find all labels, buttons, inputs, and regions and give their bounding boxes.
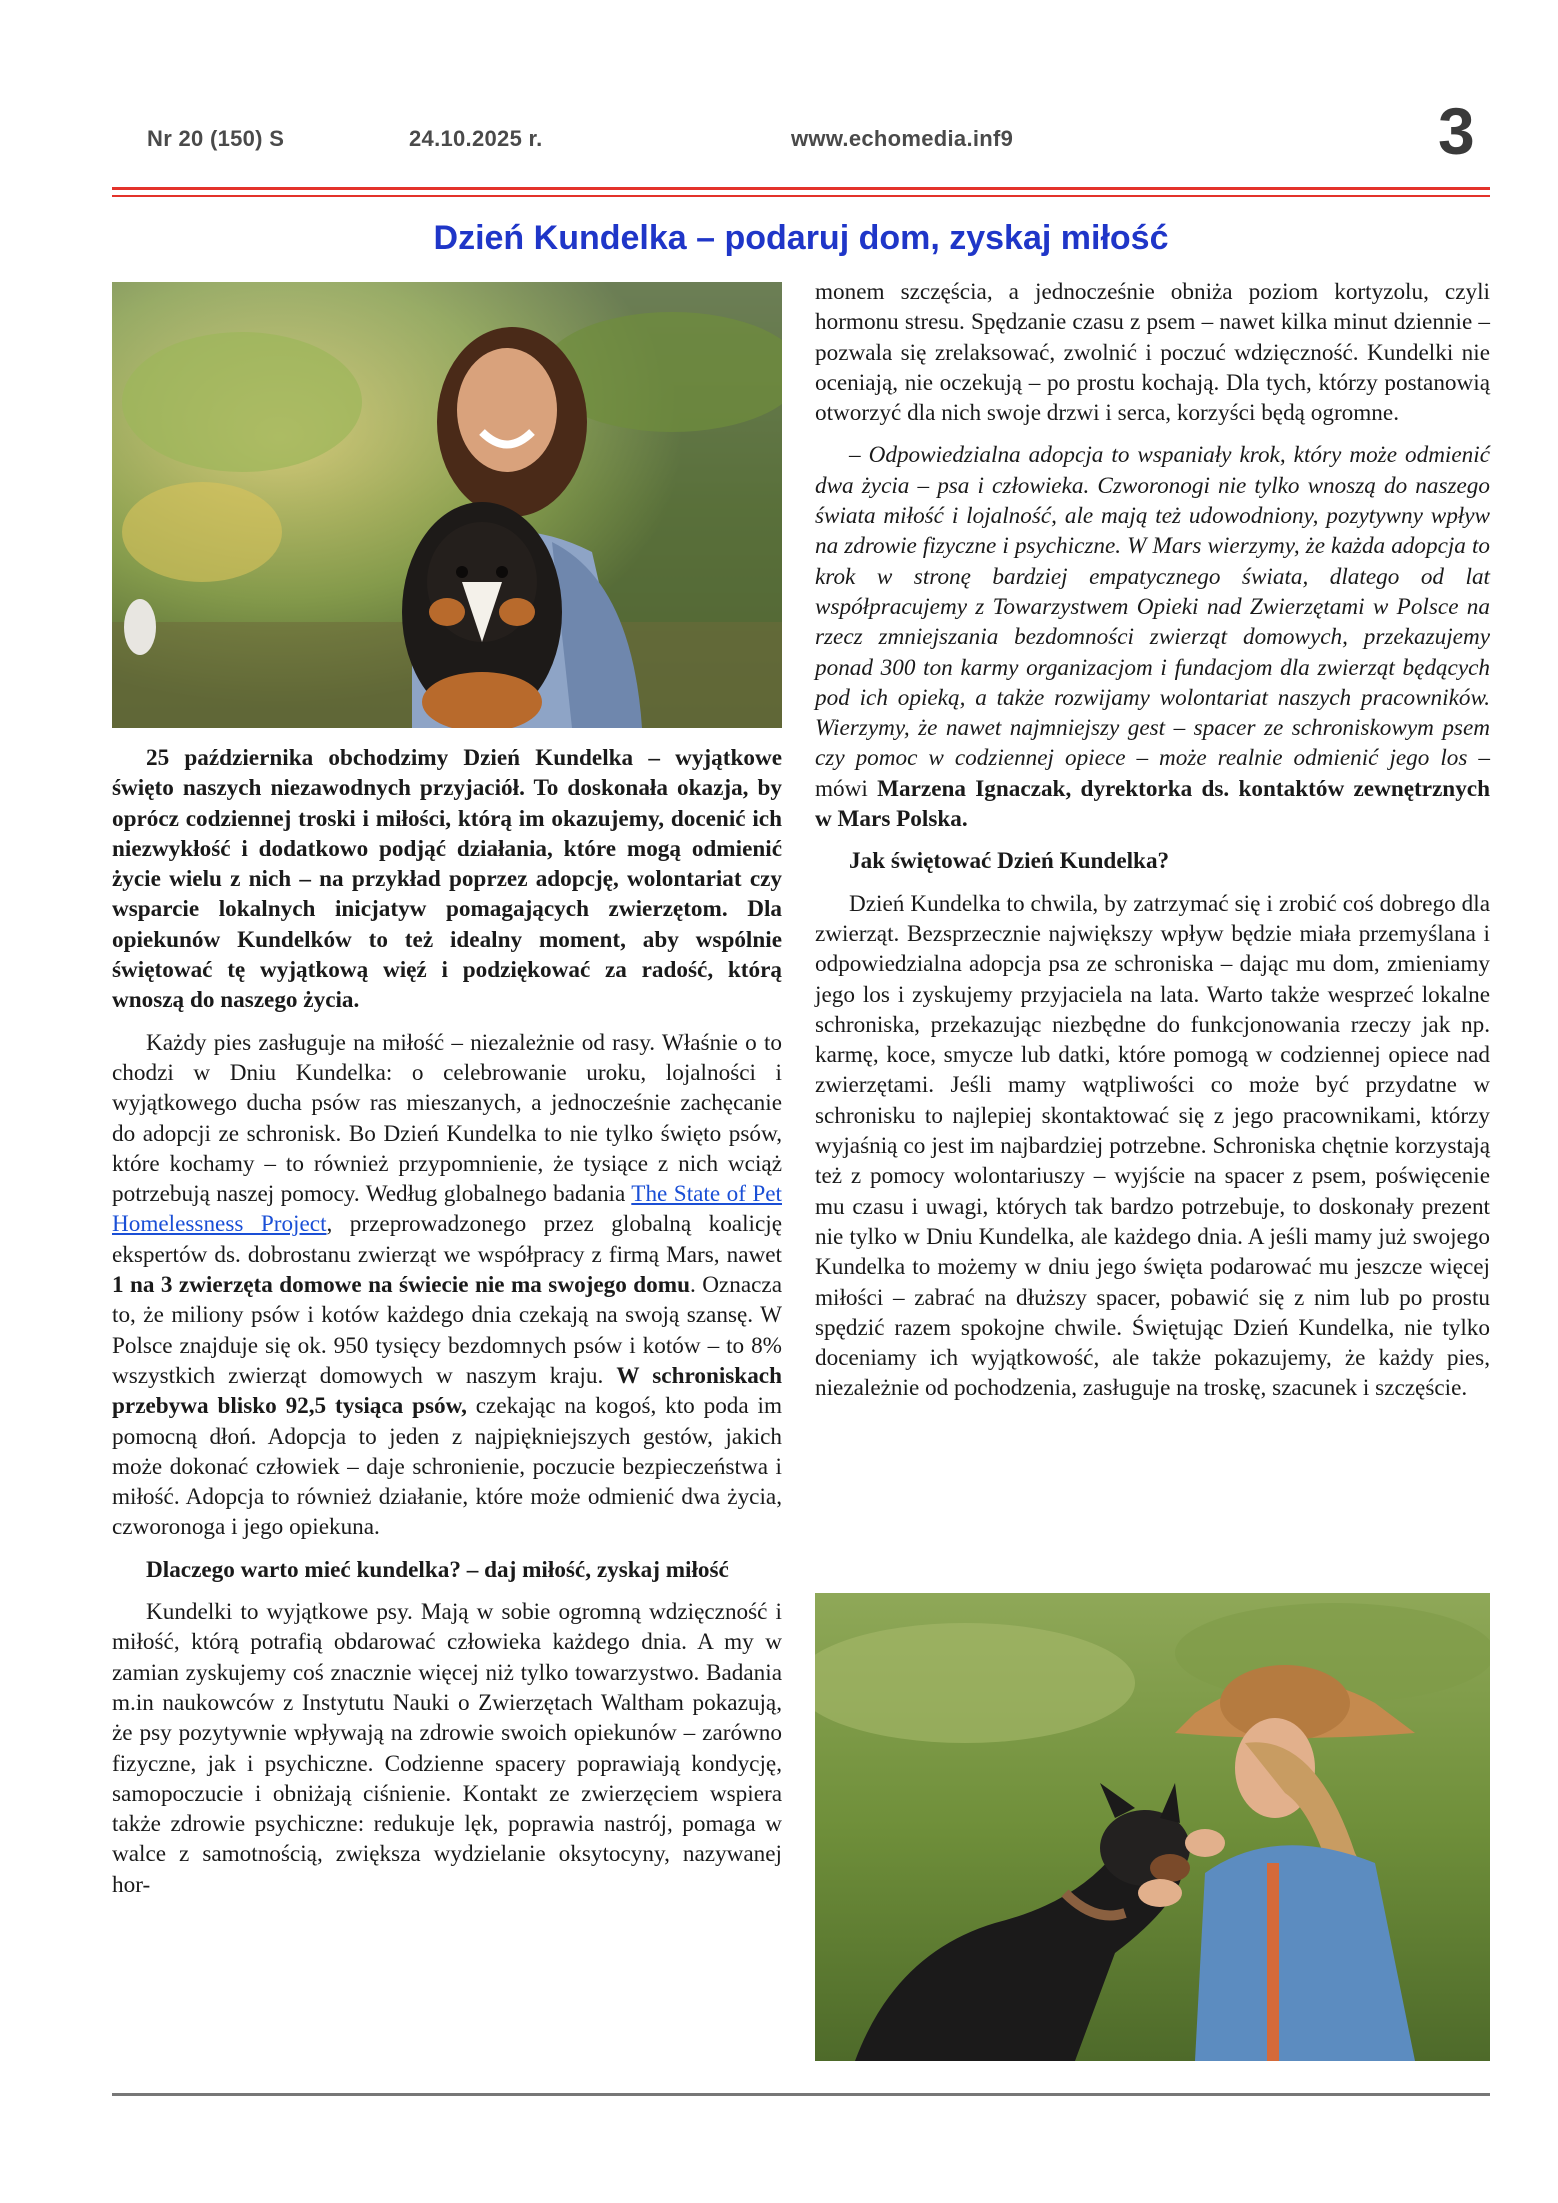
article-lead: 25 października obchodzimy Dzień Kundelka – wyjątkowe święto naszych niezawodnych przyjaciół. To doskonała okazja, by oprócz codziennej troski i miłości, którą im okazujemy, docenić ich niezwykłość i dodatkowo podjąć działania, które mogą odmienić życie wielu z nich – na przykład poprzez adopcję, wolontariat czy wsparcie lokalnych inicjatyw pomagających zwierzętom. Dla opiekunów Kundelków to też idealny moment, aby wspólnie świętować tę wyjątkową więź i podziękować za radość, którą wnoszą do naszego życia. (112, 745, 782, 1014)
article-paragraph-continued: monem szczęścia, a jednocześnie obniża poziom kortyzolu, czyli hormonu stresu. Spędzanie czasu z psem – nawet kilka minut dziennie – pozwala się zrelaksować, zwolnić i poczuć wdzięczność. Kundelki nie oceniają, nie oczekują – po prostu kochają. Dla tych, którzy postanowią otworzyć dla nich swoje drzwi i serca, korzyści będą ogromne. (815, 279, 1490, 427)
article-paragraph (112, 1028, 782, 1543)
study-link[interactable]: The State of Pet Homelessness Project (112, 1181, 782, 1238)
quote-text: – Odpowiedzialna adopcja to wspaniały krok, który może odmienić dwa życia – psa i człowieka. Czworonogi nie tylko wnoszą do naszego świata miłość i lojalność, ale mają też udowodniony, pozytywny wpływ na zdrowie fizyczne i psychiczne. W Mars wierzymy, że każda adopcja to krok w stronę bardziej empatycznego świata, dlatego od lat współpracujemy z Towarzystwem Opieki nad Zwierzętami w Polsce na rzecz zmniejszania bezdomności zwierząt domowych, przekazujemy ponad 300 ton karmy organizacjom i fundacjom dla zwierząt będących pod ich opieką, a także rozwijamy wolontariat naszych pracowników. Wierzymy, że nawet najmniejszy gest – spacer ze schroniskowym psem czy pomoc w codziennej opiece – może realnie odmienić jego los (815, 442, 1490, 772)
quote-attribution: Marzena Ignaczak, dyrektorka ds. kontaktów zewnętrznych w Mars Polska. (815, 775, 1490, 833)
photo-woman-with-puppy (112, 282, 782, 728)
paragraph-text: , przeprowadzonego przez globalną koalicję ekspertów ds. dobrostanu zwierząt we współpracy z firmą Mars, nawet (112, 1211, 782, 1268)
section-heading: Dlaczego warto mieć kundelka? – daj miłość, zyskaj miłość (146, 1556, 729, 1583)
paragraph-bold-text: 1 na 3 zwierzęta domowe na świecie nie ma swojego domu (112, 1272, 690, 1299)
article-column-left (112, 743, 782, 1900)
article-paragraph: Kundelki to wyjątkowe psy. Mają w sobie ogromną wdzięczność i miłość, którą potrafią obdarować człowieka każdego dnia. A my w zamian zyskujemy coś znacznie więcej niż tylko towarzystwo. Badania m.in naukowców z Instytutu Nauki o Zwierzętach Waltham pokazują, że psy pozytywnie wpływają na zdrowie swoich opiekunów – zarówno fizyczne, jak i psychiczne. Codzienne spacery poprawiają kondycję, samopoczucie i obniżają ciśnienie. Kontakt ze zwierzęciem wspiera także zdrowie psychiczne: redukuje lęk, poprawia nastrój, pomaga w walce z samotnością, zwiększa wydzielanie oksytocyny, nazywanej hor- (112, 1599, 782, 1898)
article-title: Dzień Kundelka – podaruj dom, zyskaj miłość (433, 219, 1169, 257)
article-column-right (815, 277, 1490, 1404)
paragraph-bold-text: W schroniskach przebywa blisko 92,5 tysiąca psów, (112, 1362, 782, 1420)
quote-paragraph (815, 440, 1490, 834)
issue-date: 24.10.2025 r. (409, 126, 543, 151)
header-rule (112, 187, 1490, 190)
header-rule-thin (112, 195, 1490, 197)
page-number: 3 (1438, 94, 1475, 168)
footer-rule (112, 2093, 1490, 2096)
issue-number: Nr 20 (150) S (147, 126, 285, 151)
photo-woman-with-dog (815, 1593, 1490, 2061)
quote-attribution-prefix: – mówi (815, 745, 1490, 802)
section-heading: Jak świętować Dzień Kundelka? (849, 848, 1170, 875)
paragraph-text: . Oznacza to, że miliony psów i kotów każdego dnia czekają na swoją szansę. W Polsce znajduje się ok. 950 tysięcy bezdomnych psów i kotów – to 8% wszystkich zwierząt domowych w naszym kraju. (112, 1272, 782, 1389)
paragraph-text: czekając na kogoś, kto poda im pomocną dłoń. Adopcja to jeden z najpiękniejszych gestów, jakich może dokonać człowiek – daje schronienie, poczucie bezpieczeństwa i miłość. Adopcja to również działanie, które może odmienić dwa życia, czworonoga i jego opiekuna. (112, 1393, 782, 1541)
website-url: www.echomedia.inf9 (791, 126, 1014, 151)
article-paragraph: Dzień Kundelka to chwila, by zatrzymać się i zrobić coś dobrego dla zwierząt. Bezsprzecznie największy wpływ będzie miała przemyślana i odpowiedzialna adopcja psa ze schroniska – dając mu dom, zmieniamy jego los i zyskujemy przyjaciela na lata. Warto także wesprzeć lokalne schroniska, przekazując niezbędne do funkcjonowania rzeczy jak np. karmę, koce, smycze lub datki, które pomogą w codziennej opiece nad zwierzętami. Jeśli mamy wątpliwości co może być przydatne w schronisku to najlepiej skontaktować się z jego pracownikami, którzy wyjaśnią co jest im najbardziej potrzebne. Schroniska chętnie korzystają też z pomocy wolontariuszy – wyjście na spacer z psem, poświęcenie mu czasu i uwagi, których tak bardzo potrzebuje, to doskonały prezent nie tylko w Dniu Kundelka, ale każdego dnia. A jeśli mamy już swojego Kundelka to możemy w dniu jego święta podarować mu jeszcze więcej miłości – zabrać na dłuższy spacer, pobawić się z nim lub po prostu spędzić razem spokojne chwile. Świętując Dzień Kundelka, nie tylko doceniamy ich wyjątkowość, ale także pokazujemy, że każdy pies, niezależnie od pochodzenia, zasługuje na troskę, szacunek i szczęście. (815, 890, 1490, 1402)
paragraph-text: Każdy pies zasługuje na miłość – niezależnie od rasy. Właśnie o to chodzi w Dniu Kundelka: o celebrowanie uroku, lojalności i wyjątkowego ducha psów ras mieszanych, a jednocześnie zachęcanie do adopcji ze schronisk. Bo Dzień Kundelka to nie tylko święto psów, które kochamy – to również przypomnienie, że tysiące z nich wciąż potrzebują naszej pomocy. Według globalnego badania (112, 1029, 782, 1208)
